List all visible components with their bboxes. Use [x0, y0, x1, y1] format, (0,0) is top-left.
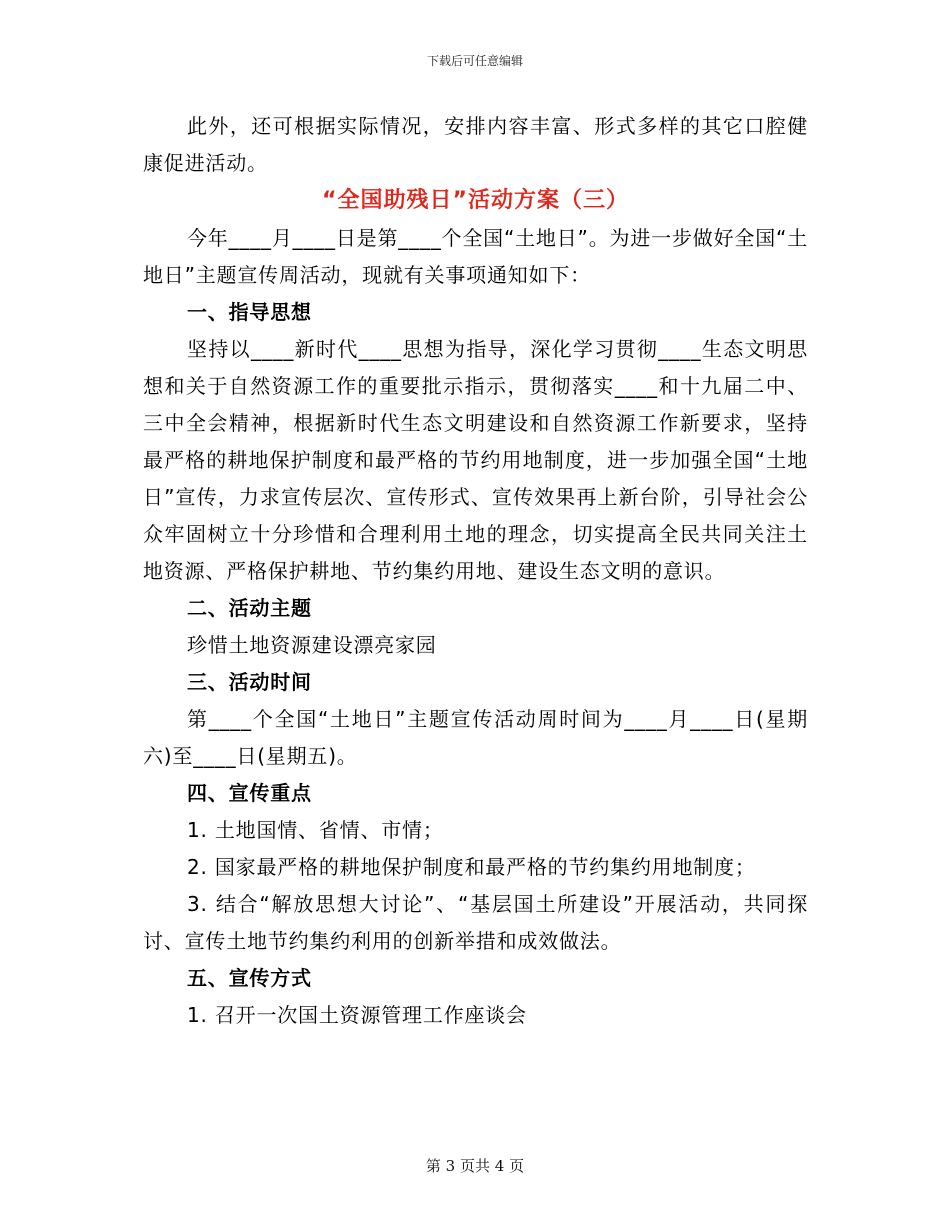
section-5-item-1: 1. 召开一次国土资源管理工作座谈会: [187, 1003, 527, 1027]
page-footer: 第 3 页共 4 页: [425, 1157, 525, 1175]
section-5-heading: 五、宣传方式: [187, 966, 312, 990]
section-1-heading: 一、指导思想: [187, 300, 312, 324]
section-4-item-2: 2. 国家最严格的耕地保护制度和最严格的节约集约用地制度；: [187, 855, 756, 879]
section-3-heading: 三、活动时间: [187, 670, 312, 694]
section-4-heading: 四、宣传重点: [187, 781, 312, 805]
section-4-item-3: 3. 结合“解放思想大讨论”、“基层国土所建设”开展活动，共同探讨、宣传土地节约集约利用的创新举措和成效做法。: [143, 892, 808, 953]
section-2-body: 珍惜土地资源建设漂亮家园: [187, 633, 437, 657]
section-3-body: 第____个全国“土地日”主题宣传活动周时间为____月____日(星期六)至____日(星期五)。: [143, 707, 808, 768]
document-body: [143, 108, 808, 1034]
section-1-body: 坚持以____新时代____思想为指导，深化学习贯彻____生态文明思想和关于自然资源工作的重要批示指示，贯彻落实____和十九届二中、三中全会精神，根据新时代生态文明建设和自然资源工作新要求，坚持最严格的耕地保护制度和最严格的节约用地制度，进一步加强全国“土地日”宣传，力求宣传层次、宣传形式、宣传效果再上新台阶，引导社会公众牢固树立十分珍惜和合理利用土地的理念，切实提高全民共同关注土地资源、严格保护耕地、节约集约用地、建设生态文明的意识。: [143, 337, 808, 583]
opening-paragraph: 今年____月____日是第____个全国“土地日”。为进一步做好全国“土地日”主题宣传周活动，现就有关事项通知如下：: [143, 226, 808, 287]
page-header: 下载后可任意编辑: [426, 54, 523, 68]
section-2-heading: 二、活动主题: [187, 596, 312, 620]
intro-paragraph: 此外，还可根据实际情况，安排内容丰富、形式多样的其它口腔健康促进活动。: [143, 114, 808, 175]
section-4-item-1: 1. 土地国情、省情、市情；: [187, 818, 444, 842]
document-title: “全国助残日”活动方案（三）: [322, 188, 629, 213]
